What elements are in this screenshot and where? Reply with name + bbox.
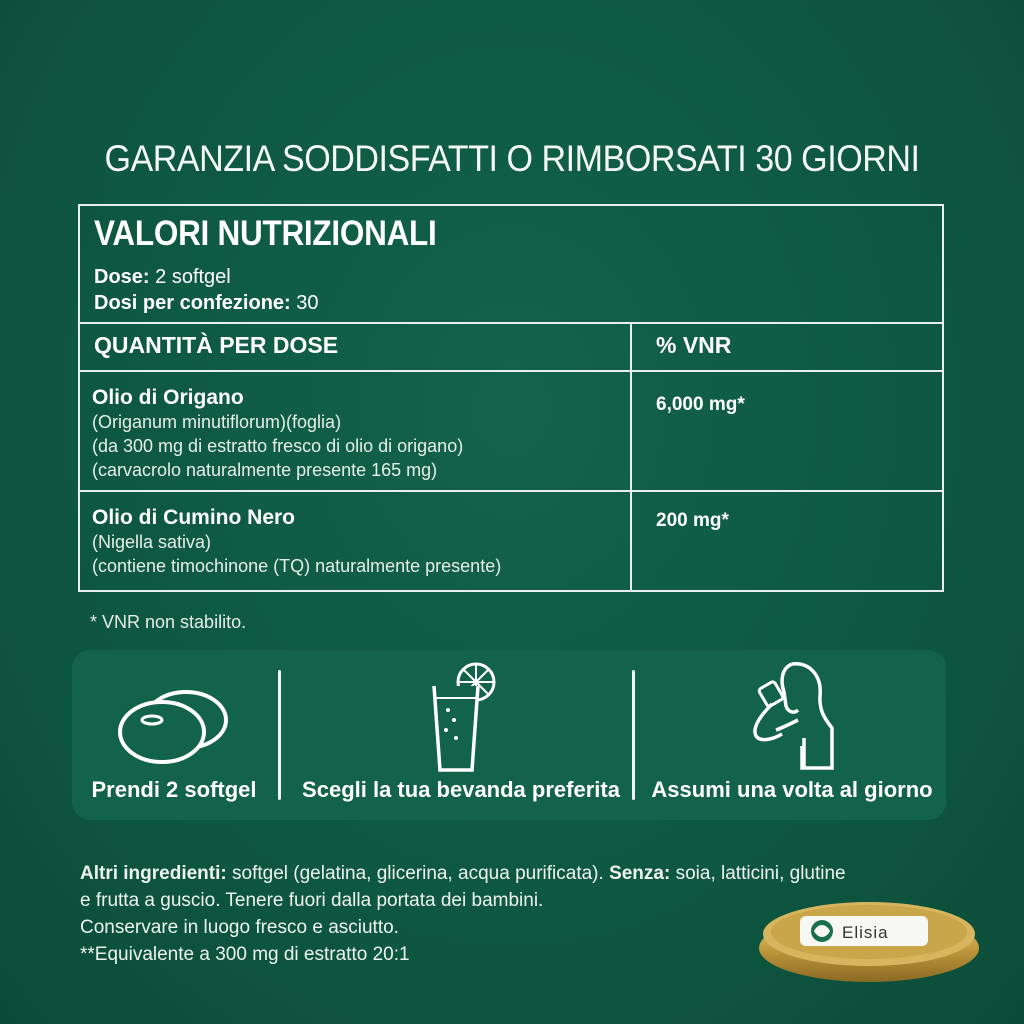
ingredient-name: Olio di Origano: [92, 386, 244, 409]
ingredient-desc-line: (Nigella sativa): [92, 532, 212, 552]
vnr-footnote: * VNR non stabilito.: [90, 612, 247, 632]
step-separator: [278, 670, 281, 800]
divider: [80, 370, 942, 372]
step-separator: [632, 670, 635, 800]
doses-value: 30: [290, 292, 319, 314]
step-label: Prendi 2 softgel: [91, 777, 257, 802]
ingredient-desc-line: (contiene timochinone (TQ) naturalmente presente): [92, 556, 502, 576]
ingredient-value: 6,000 mg*: [656, 394, 745, 415]
additional-info: [80, 860, 846, 968]
person-drinking-icon: [742, 658, 842, 774]
ingredient-desc-line: (carvacrolo naturalmente presente 165 mg): [92, 460, 438, 480]
column-header-vnr: % VNR: [656, 332, 732, 358]
info-line: e frutta a guscio. Tenere fuori dalla portata dei bambini.: [80, 890, 544, 911]
dose-label: Dose:: [94, 266, 150, 288]
step-daily: [638, 650, 946, 820]
column-divider: [630, 323, 632, 590]
free-from-label: Senza:: [609, 863, 671, 884]
guarantee-headline: GARANZIA SODDISFATTI O RIMBORSATI 30 GIORNI: [104, 138, 920, 179]
step-drink: [284, 650, 638, 820]
drink-glass-icon: [416, 658, 506, 778]
column-header-quantity: QUANTITÀ PER DOSE: [94, 332, 339, 358]
divider: [80, 322, 942, 324]
ingredient-name: Olio di Cumino Nero: [92, 506, 295, 529]
step-label: Scegli la tua bevanda preferita: [302, 777, 620, 802]
other-ingredients-label: Altri ingredienti:: [80, 863, 227, 884]
brand-label: Elisia: [842, 923, 889, 942]
divider: [80, 490, 942, 492]
product-jar-lid: [758, 898, 980, 984]
info-line: Conservare in luogo fresco e asciutto.: [80, 917, 399, 938]
table-title: VALORI NUTRIZIONALI: [94, 214, 437, 253]
info-line: **Equivalente a 300 mg di estratto 20:1: [80, 944, 410, 965]
ingredient-desc: [92, 410, 463, 482]
step-softgel: [72, 650, 276, 820]
ingredient-value: 200 mg*: [656, 510, 729, 531]
ingredient-desc: [92, 530, 501, 578]
doses-label: Dosi per confezione:: [94, 292, 291, 314]
dose-info: [94, 264, 319, 316]
step-label: Assumi una volta al giorno: [651, 777, 933, 802]
ingredient-desc-line: (Origanum minutiflorum)(foglia): [92, 412, 342, 432]
softgel-icon: [114, 680, 234, 770]
ingredient-desc-line: (da 300 mg di estratto fresco di olio di origano): [92, 436, 464, 456]
dose-value: 2 softgel: [149, 266, 231, 288]
free-from-text: soia, latticini, glutine: [670, 863, 846, 884]
usage-steps: [72, 650, 946, 820]
other-ingredients-text: softgel (gelatina, glicerina, acqua purificata).: [226, 863, 610, 884]
nutrition-table: [78, 204, 944, 592]
